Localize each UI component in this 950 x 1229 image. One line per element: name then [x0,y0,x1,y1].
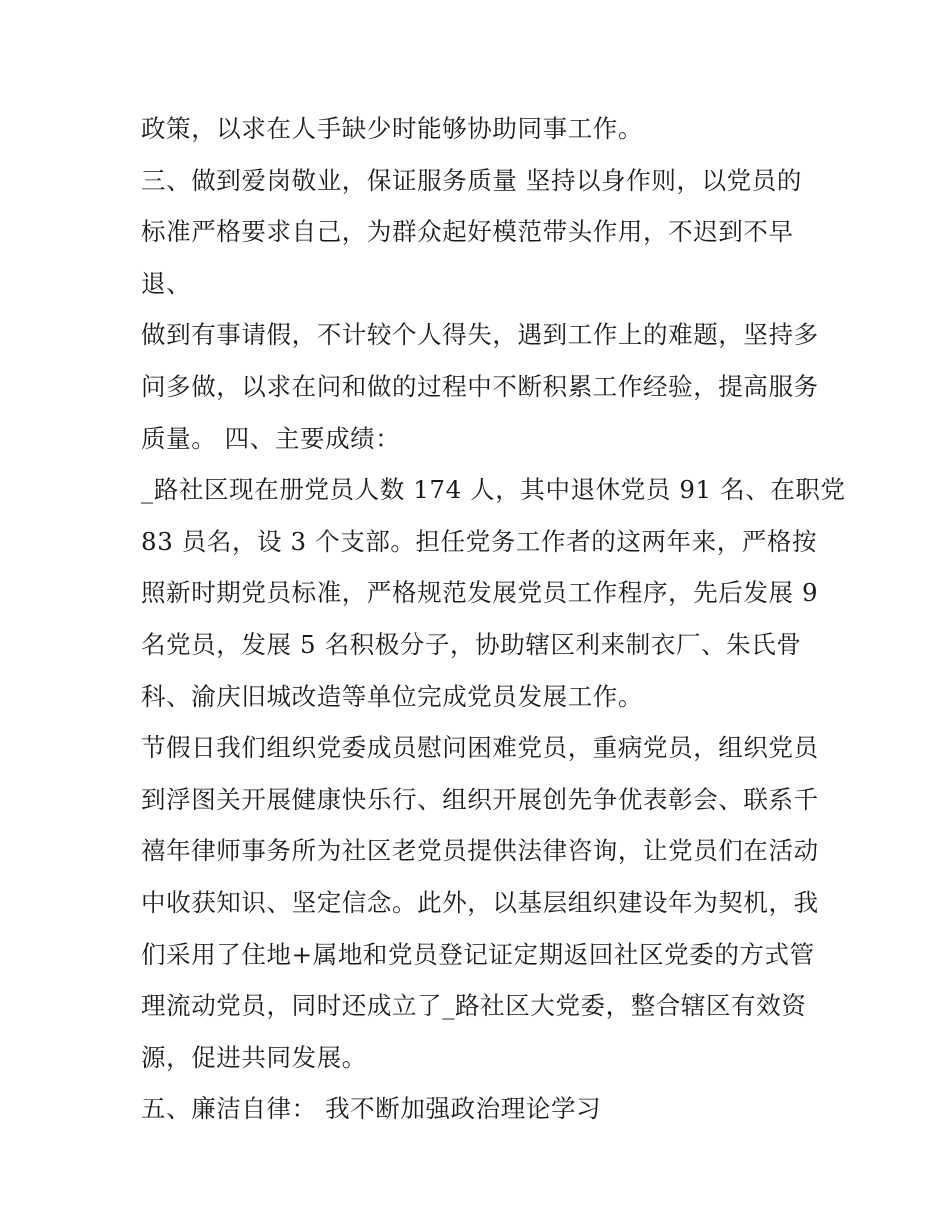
text-line: 科、渝庆旧城改造等单位完成党员发展工作。 [141,681,643,711]
text-line: 三、做到爱岗敬业，保证服务质量 坚持以身作则，以党员的 [141,165,802,195]
text-line: 问多做，以求在问和做的过程中不断积累工作经验，提高服务 [141,371,819,401]
text-line: 们采用了住地+属地和党员登记证定期返回社区党委的方式管 [141,939,815,969]
text-line: 中收获知识、坚定信念。此外，以基层组织建设年为契机，我 [141,887,819,917]
text-line: 到浮图关开展健康快乐行、组织开展创先争优表彰会、联系千 [141,784,819,814]
text-line: 做到有事请假，不计较个人得失，遇到工作上的难题，坚持多 [141,320,819,350]
text-line: 退、 [141,268,192,298]
text-line: _路社区现在册党员人数 174 人，其中退休党员 91 名、在职党 [141,475,846,505]
text-line: 质量。 四、主要成绩： [141,423,401,453]
text-line: 83 员名，设 3 个支部。担任党务工作者的这两年来，严格按 [141,526,818,556]
text-line: 禧年律师事务所为社区老党员提供法律咨询，让党员们在活动 [141,836,819,866]
text-line: 名党员，发展 5 名积极分子，协助辖区利来制衣厂、朱氏骨 [141,629,802,659]
text-line: 五、廉洁自律： 我不断加强政治理论学习 [141,1094,602,1124]
text-line: 政策，以求在人手缺少时能够协助同事工作。 [141,114,643,143]
text-line: 节假日我们组织党委成员慰问困难党员，重病党员，组织党员 [141,733,819,763]
document-body [141,103,846,1135]
text-line: 源，促进共同发展。 [141,1042,367,1072]
text-line: 理流动党员，同时还成立了_路社区大党委，整合辖区有效资 [141,991,807,1021]
text-line: 照新时期党员标准，严格规范发展党员工作程序，先后发展 9 [141,578,819,608]
text-line: 标准严格要求自己，为群众起好模范带头作用，不迟到不早 [141,217,794,247]
